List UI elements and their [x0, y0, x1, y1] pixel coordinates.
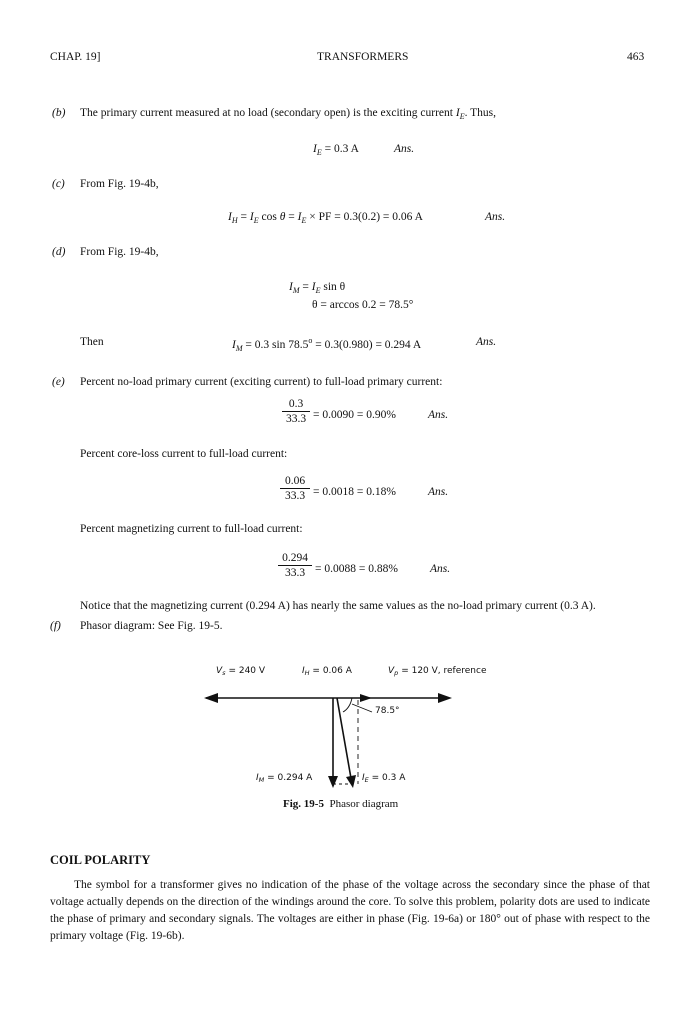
im-arrowhead [328, 776, 338, 788]
ie-arrowhead [346, 775, 356, 788]
part-e-notice: Notice that the magnetizing current (0.294 A) has nearly the same values as the no-load primary current (0.3 A). [80, 600, 596, 612]
angle-label: 78.5° [375, 706, 400, 716]
fraction-3-denominator: 33.3 [284, 567, 306, 579]
fraction-3-numerator: 0.294 [282, 552, 308, 564]
part-d-eq1: $I_M = I_E$ sin θ [289, 281, 346, 295]
part-d-eq3-mid: = 0.3 sin 78.5 [242, 339, 309, 351]
part-d-eq1-rhs: sin θ [323, 281, 346, 293]
part-d-text: From Fig. 19-4b, [80, 246, 159, 258]
figure-caption-text: Phasor diagram [329, 798, 399, 810]
fraction-2-numerator: 0.06 [284, 475, 306, 487]
part-b-label: (b) [52, 107, 66, 119]
part-d-ans: Ans. [476, 336, 497, 348]
ih-arrowhead [360, 694, 372, 702]
part-b-ans: Ans. [394, 143, 415, 155]
eq-ie-value: = 0.3 A [321, 143, 359, 155]
part-c-text: From Fig. 19-4b, [80, 178, 159, 190]
part-b-sentence: The primary current measured at no load (secondary open) is the exciting current [80, 107, 453, 119]
chapter-label: CHAP. 19] [50, 51, 101, 63]
angle-arc [343, 698, 352, 712]
part-b-equation [313, 143, 359, 157]
part-d-label: (d) [52, 246, 66, 258]
part-d-eq2: θ = arccos 0.2 = 78.5° [312, 299, 414, 311]
fraction-1-ans: Ans. [428, 409, 449, 421]
coil-polarity-heading: COIL POLARITY [50, 853, 151, 867]
ie-label: $I_E = 0.3$ A [362, 773, 406, 784]
figure-caption-number: Fig. 19-5 [283, 798, 324, 810]
page-number: 463 [627, 51, 645, 63]
angle-leader [352, 704, 372, 712]
part-d-eq3-rhs: = 0.3(0.980) = 0.294 A [312, 339, 422, 351]
part-b-text [80, 107, 496, 121]
part-c-ans: Ans. [485, 211, 506, 223]
fraction-1 [282, 398, 310, 425]
part-c-label: (c) [52, 178, 65, 190]
vp-label: $V_p = 120$ V, reference [388, 666, 487, 677]
fraction-3-result: = 0.0088 = 0.88% [315, 563, 398, 575]
coil-polarity-paragraph: The symbol for a transformer gives no indication of the phase of the voltage across the secondary since the phase of that voltage actually depends on the direction of the windings around the core. To solve this problem, polarity dots are used to indicate the phase of primary and secondary signals. The voltages are either in phase (Fig. 19-6a) or 180° out of phase with respect to the primary voltage (Fig. 19-6b). [50, 879, 650, 942]
im-label: $I_M = 0.294$ A [256, 773, 313, 784]
part-c-eq-rhs: = 0.3(0.2) = 0.06 A [331, 211, 423, 223]
part-b-symbol-sub: E [459, 112, 465, 121]
figure-caption [283, 798, 398, 810]
part-d-then: Then [80, 336, 104, 348]
part-f-text: Phasor diagram: See Fig. 19-5. [80, 620, 223, 632]
part-e-text3: Percent magnetizing current to full-load current: [80, 523, 303, 535]
part-b-symbol: I [455, 107, 460, 119]
fraction-2-ans: Ans. [428, 486, 449, 498]
phasor-diagram [0, 660, 698, 790]
vp-arrowhead [438, 693, 452, 703]
fraction-2-denominator: 33.3 [284, 490, 306, 502]
eq-ie-sub: E [316, 148, 322, 157]
part-b-sentence-end: . Thus, [464, 107, 496, 119]
fraction-3-ans: Ans. [430, 563, 451, 575]
vs-label: $V_s = 240$ V [216, 666, 266, 677]
part-e-text1: Percent no-load primary current (exciting current) to full-load primary current: [80, 376, 443, 388]
part-e-text2: Percent core-loss current to full-load current: [80, 448, 288, 460]
vs-arrowhead [204, 693, 218, 703]
part-d-eq3: $I_M = 0.3$ $\sin 78.5^o = 0.3(0.980) = 0.294$ A [232, 336, 422, 353]
eq-ie-symbol: I [313, 143, 317, 155]
fraction-3 [278, 552, 312, 579]
fraction-1-numerator: 0.3 [288, 398, 304, 410]
running-title: TRANSFORMERS [317, 51, 409, 63]
part-f-label: (f) [50, 620, 61, 632]
fraction-2 [280, 475, 310, 502]
fraction-1-denominator: 33.3 [285, 413, 307, 425]
part-c-equation: $I_H = I_E$ $\cos \theta = I_E$ × PF = 0.3(0.2) = 0.06 A [228, 211, 423, 225]
fraction-1-result: = 0.0090 = 0.90% [313, 409, 396, 421]
ih-label: $I_H = 0.06$ A [302, 666, 352, 677]
part-e-label: (e) [52, 376, 65, 388]
fraction-2-result: = 0.0018 = 0.18% [313, 486, 396, 498]
